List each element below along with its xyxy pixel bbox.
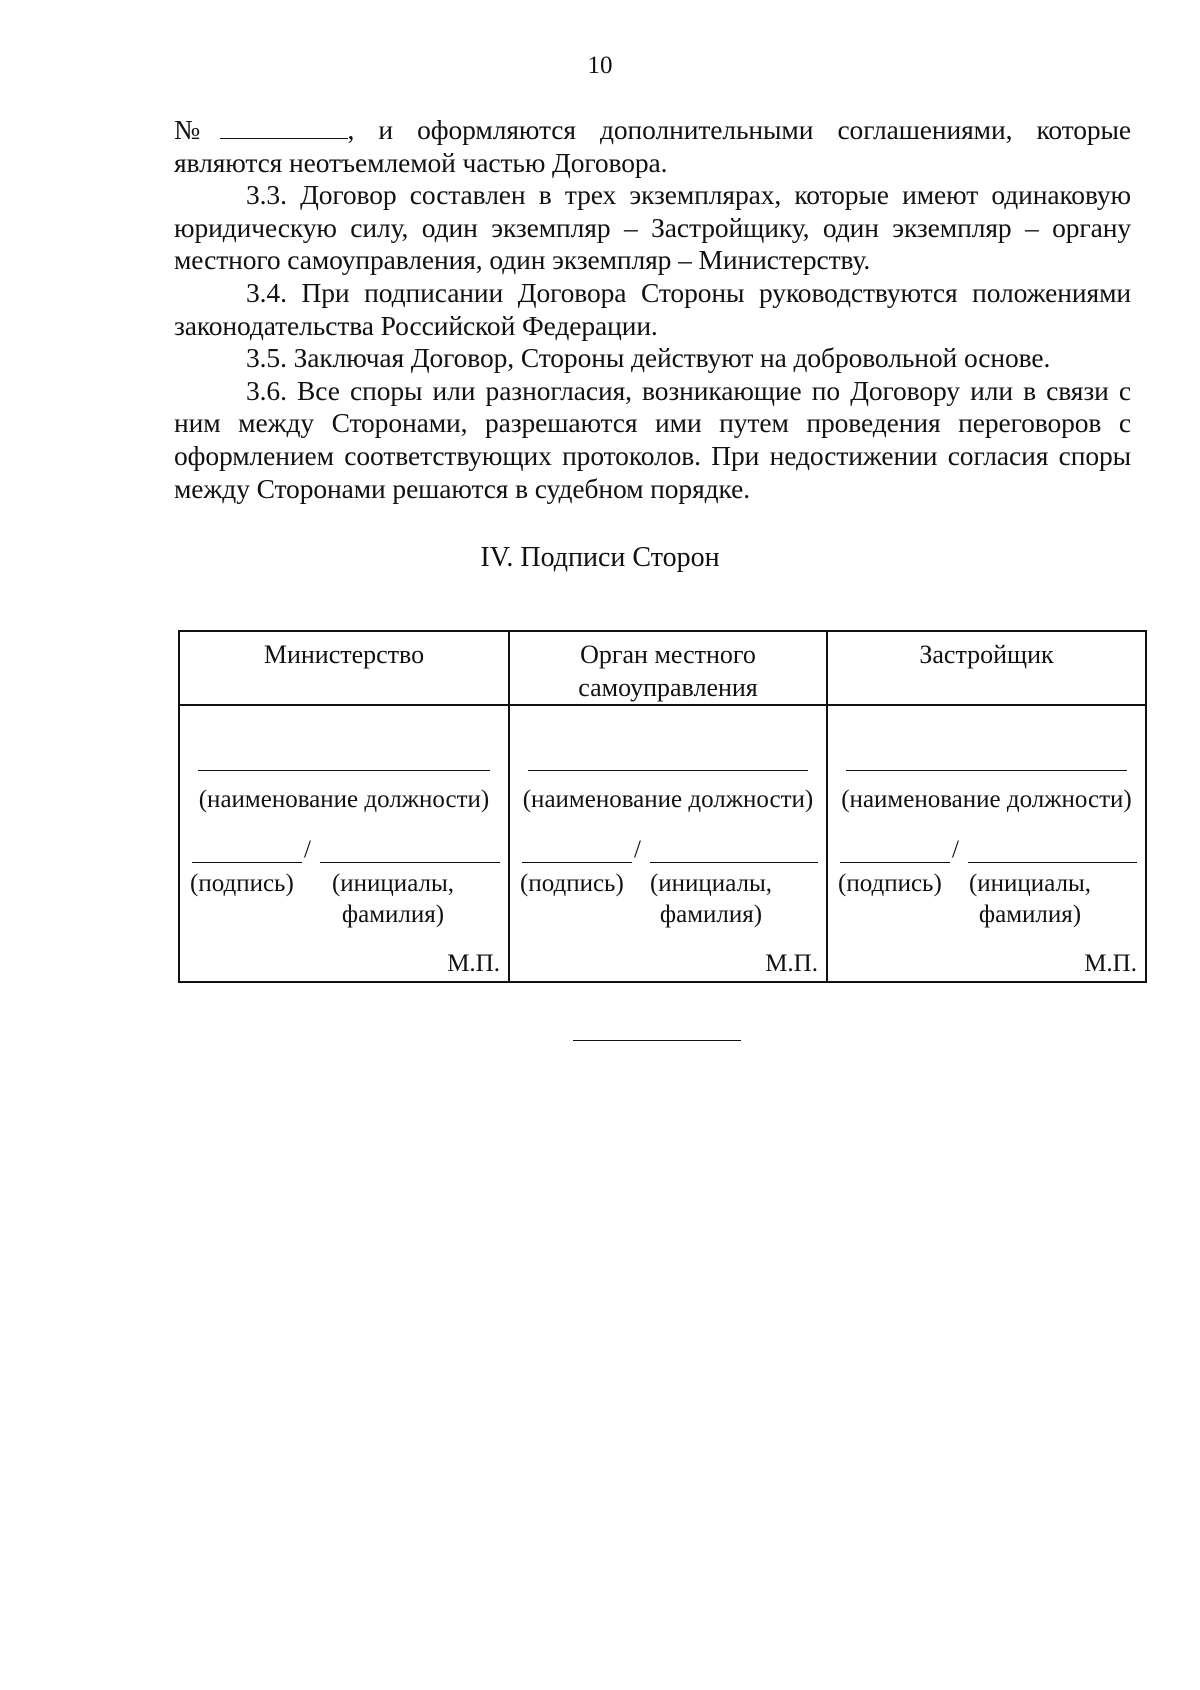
signatures-header-row	[179, 631, 1146, 705]
section-title: IV. Подписи Сторон	[480, 542, 720, 573]
developer-signature-cell	[827, 705, 1146, 982]
column-header-ministry: Министерство	[179, 631, 509, 705]
signature-caption: (подпись)	[190, 870, 294, 897]
paragraph-text: , и оформляются дополнительными соглашениями, которые являются неотъемлемой частью Договора.	[174, 114, 1131, 178]
name-line	[320, 862, 500, 863]
name-caption: (инициалы, фамилия)	[649, 870, 773, 928]
position-line	[528, 770, 808, 771]
position-caption: (наименование должности)	[198, 786, 490, 813]
name-caption: (инициалы, фамилия)	[331, 870, 455, 928]
position-line	[198, 770, 490, 771]
position-caption: (наименование должности)	[841, 786, 1132, 813]
name-line	[968, 862, 1137, 863]
column-header-developer: Застройщик	[827, 631, 1146, 705]
end-of-document-rule	[573, 1040, 741, 1041]
blank-number-line	[220, 114, 348, 139]
position-line	[846, 770, 1127, 771]
paragraph-3-6: 3.6. Все споры или разногласия, возникающие по Договору или в связи с ним между Сторонами, разрешаются ими путем проведения переговоров с оформлением соответствующих протоколов. При недостижении согласия споры между Сторонами решаются в судебном порядке.	[174, 374, 1131, 504]
number-sign: №	[174, 114, 218, 145]
signatures-body-row	[179, 705, 1146, 982]
signature-line	[522, 862, 632, 863]
seal-mark: М.П.	[447, 950, 500, 977]
paragraph-3-2-continuation	[174, 114, 1131, 179]
slash-separator: /	[952, 836, 959, 863]
ministry-signature-cell	[179, 705, 509, 982]
signature-line	[840, 862, 950, 863]
signature-line	[192, 862, 302, 863]
local-government-label: Орган местного самоуправления	[578, 640, 758, 702]
column-header-local-government	[509, 631, 827, 705]
name-line	[650, 862, 818, 863]
seal-mark: М.П.	[1084, 950, 1137, 977]
signatures-table	[178, 630, 1147, 983]
local-government-signature-cell	[509, 705, 827, 982]
page-number: 10	[587, 52, 613, 79]
signature-caption: (подпись)	[838, 870, 942, 897]
paragraph-3-4: 3.4. При подписании Договора Стороны руководствуются положениями законодательства Российской Федерации.	[174, 276, 1131, 341]
seal-mark: М.П.	[765, 950, 818, 977]
slash-separator: /	[634, 836, 641, 863]
contract-text	[174, 114, 1131, 505]
slash-separator: /	[304, 836, 311, 863]
paragraph-3-3: 3.3. Договор составлен в трех экземплярах, которые имеют одинаковую юридическую силу, один экземпляр – Застройщику, один экземпляр – органу местного самоуправления, один экземпляр – Министерству.	[174, 179, 1131, 276]
signature-caption: (подпись)	[520, 870, 624, 897]
paragraph-3-5: 3.5. Заключая Договор, Стороны действуют на добровольной основе.	[246, 342, 1051, 374]
position-caption: (наименование должности)	[522, 786, 814, 813]
name-caption: (инициалы, фамилия)	[968, 870, 1092, 928]
